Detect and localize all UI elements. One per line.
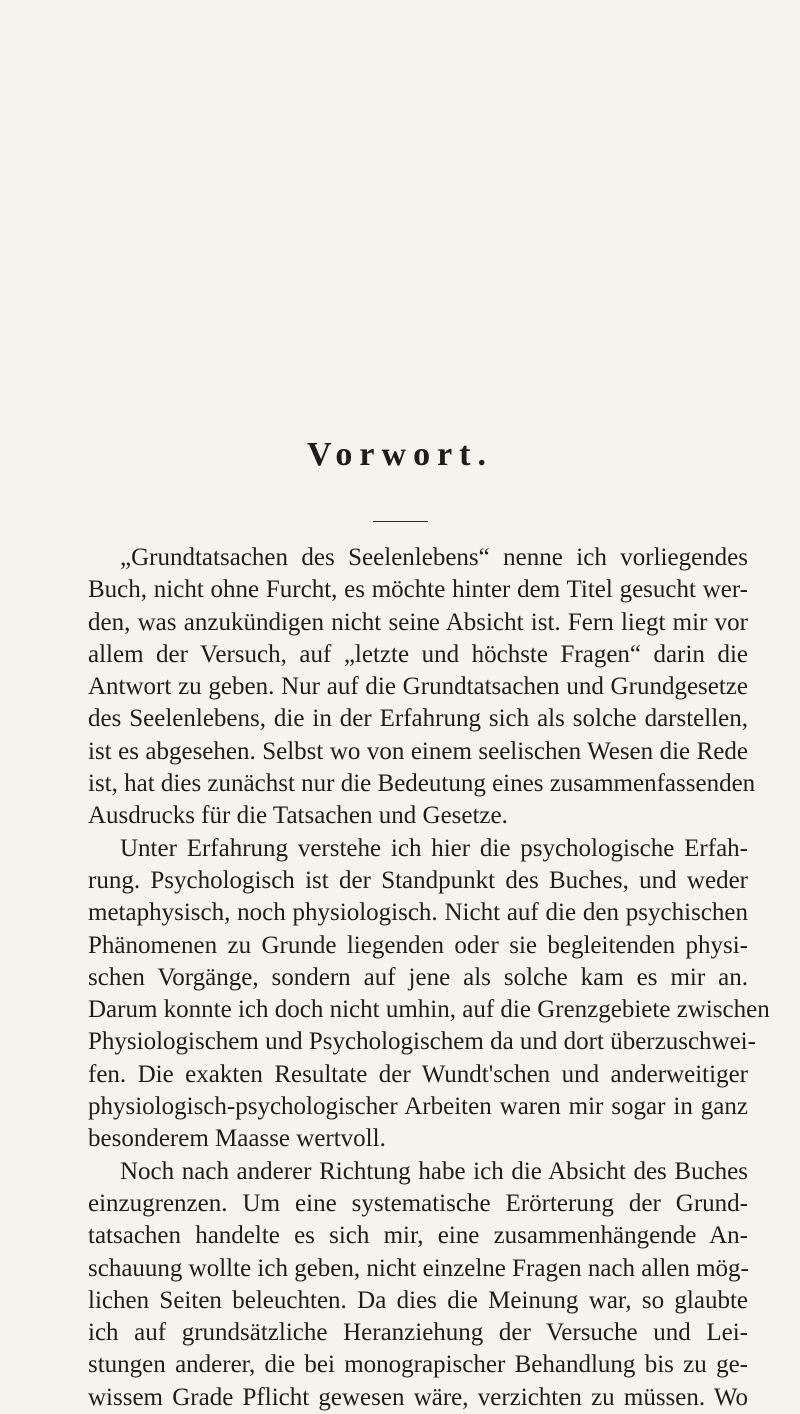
preface-body [88, 542, 770, 1414]
text-line: des Seelenlebens, die in der Erfahrung sich als solche darstellen, [88, 705, 748, 733]
text-line: Ausdrucks für die Tatsachen und Gesetze. [88, 802, 508, 830]
text-line: physiologisch-psychologischer Arbeiten waren mir sogar in ganz [88, 1093, 748, 1121]
text-line: fen. Die exakten Resultate der Wundt'schen und anderweitiger [88, 1060, 748, 1088]
text-line: rung. Psychologisch ist der Standpunkt des Buches, und weder [88, 866, 748, 894]
text-line: den, was anzukündigen nicht seine Absicht ist. Fern liegt mir vor [88, 608, 748, 636]
text-line: lichen Seiten beleuchten. Da dies die Meinung war, so glaubte [88, 1286, 748, 1314]
text-line: ist es abgesehen. Selbst wo von einem seelischen Wesen die Rede [88, 737, 748, 765]
text-line: ist, hat dies zunächst nur die Bedeutung eines zusammenfassenden [88, 770, 756, 798]
text-line: wissem Grade Pflicht gewesen wäre, verzichten zu müssen. Wo [88, 1383, 748, 1411]
page-title: Vorwort. [307, 436, 493, 473]
text-line: „Grundtatsachen des Seelenlebens“ nenne ich vorliegendes [120, 544, 748, 571]
text-line: Darum konnte ich doch nicht umhin, auf die Grenzgebiete zwischen [88, 996, 770, 1024]
text-line: allem der Versuch, auf „letzte und höchste Fragen“ darin die [88, 640, 748, 668]
text-line: besonderem Maasse wertvoll. [88, 1125, 386, 1153]
text-line: metaphysisch, noch physiologisch. Nicht auf die den psychischen [88, 899, 748, 927]
text-line: Physiologischem und Psychologischem da und dort überzuschwei- [88, 1028, 756, 1056]
text-line: einzugrenzen. Um eine systematische Erörterung der Grund- [88, 1189, 748, 1217]
text-line: Unter Erfahrung verstehe ich hier die psychologische Erfah- [120, 834, 748, 862]
text-line: ich auf grundsätzliche Heranziehung der Versuche und Lei- [88, 1319, 748, 1347]
text-line: tatsachen handelte es sich mir, eine zusammenhängende An- [88, 1222, 748, 1250]
text-line: stungen anderer, die bei monograpischer Behandlung bis zu ge- [88, 1351, 748, 1379]
text-line: Phänomenen zu Grunde liegenden oder sie begleitenden physi- [88, 931, 748, 959]
text-line: Buch, nicht ohne Furcht, es möchte hinter dem Titel gesucht wer- [88, 576, 748, 604]
text-line: schauung wollte ich geben, nicht einzelne Fragen nach allen mög- [88, 1254, 749, 1282]
title-divider [373, 521, 428, 522]
text-line: Noch nach anderer Richtung habe ich die Absicht des Buches [120, 1157, 748, 1185]
text-line: schen Vorgänge, sondern auf jene als solche kam es mir an. [88, 963, 748, 991]
text-line: Antwort zu geben. Nur auf die Grundtatsachen und Grundgesetze [88, 673, 748, 701]
